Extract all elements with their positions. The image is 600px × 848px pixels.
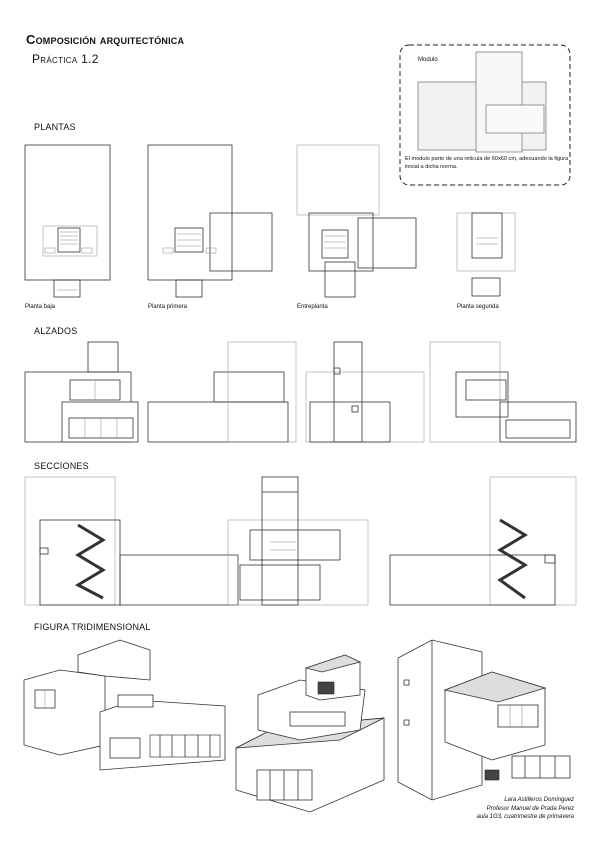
axonometric-2 — [236, 655, 384, 812]
axonometric-1 — [24, 640, 225, 770]
module-label: Modulo — [418, 57, 438, 63]
floor-plan-entreplanta — [297, 145, 416, 297]
elevation-4 — [430, 342, 576, 442]
section-3 — [390, 477, 576, 605]
section-label-plantas: PLANTAS — [34, 122, 76, 132]
page-subtitle: Práctica 1.2 — [32, 52, 99, 66]
plan-caption: Entreplanta — [297, 304, 328, 310]
elevation-1 — [25, 342, 138, 442]
plan-caption: Planta primera — [148, 304, 188, 310]
section-1 — [25, 477, 238, 605]
floor-plan-planta-primera — [148, 145, 272, 297]
section-label-figura: FIGURA TRIDIMENSIONAL — [34, 622, 151, 632]
module-diagram — [400, 45, 570, 185]
credits-course: aula 1G3, cuatrimestre de primavera — [476, 814, 574, 820]
floor-plan-planta-baja — [25, 145, 110, 297]
section-2 — [228, 477, 368, 605]
section-label-alzados: ALZADOS — [34, 326, 78, 336]
section-label-secciones: SECCIONES — [34, 461, 89, 471]
elevation-3 — [306, 342, 424, 442]
plan-caption: Planta segunda — [457, 304, 499, 310]
credits-professor: Profesor Manuel de Prada Perez — [486, 805, 574, 812]
page-title: Composición arquitectónica — [26, 32, 185, 47]
credits-author: Lara Astilleros Dominguez — [504, 797, 574, 803]
axonometric-3 — [398, 640, 570, 800]
module-note: El modulo parte de una reticula de 60x60 cm, adecuando la figura inicial a dicha norma. — [405, 156, 569, 170]
floor-plan-planta-segunda — [457, 213, 515, 296]
elevation-2 — [148, 342, 296, 442]
plan-caption: Planta baja — [25, 304, 56, 310]
